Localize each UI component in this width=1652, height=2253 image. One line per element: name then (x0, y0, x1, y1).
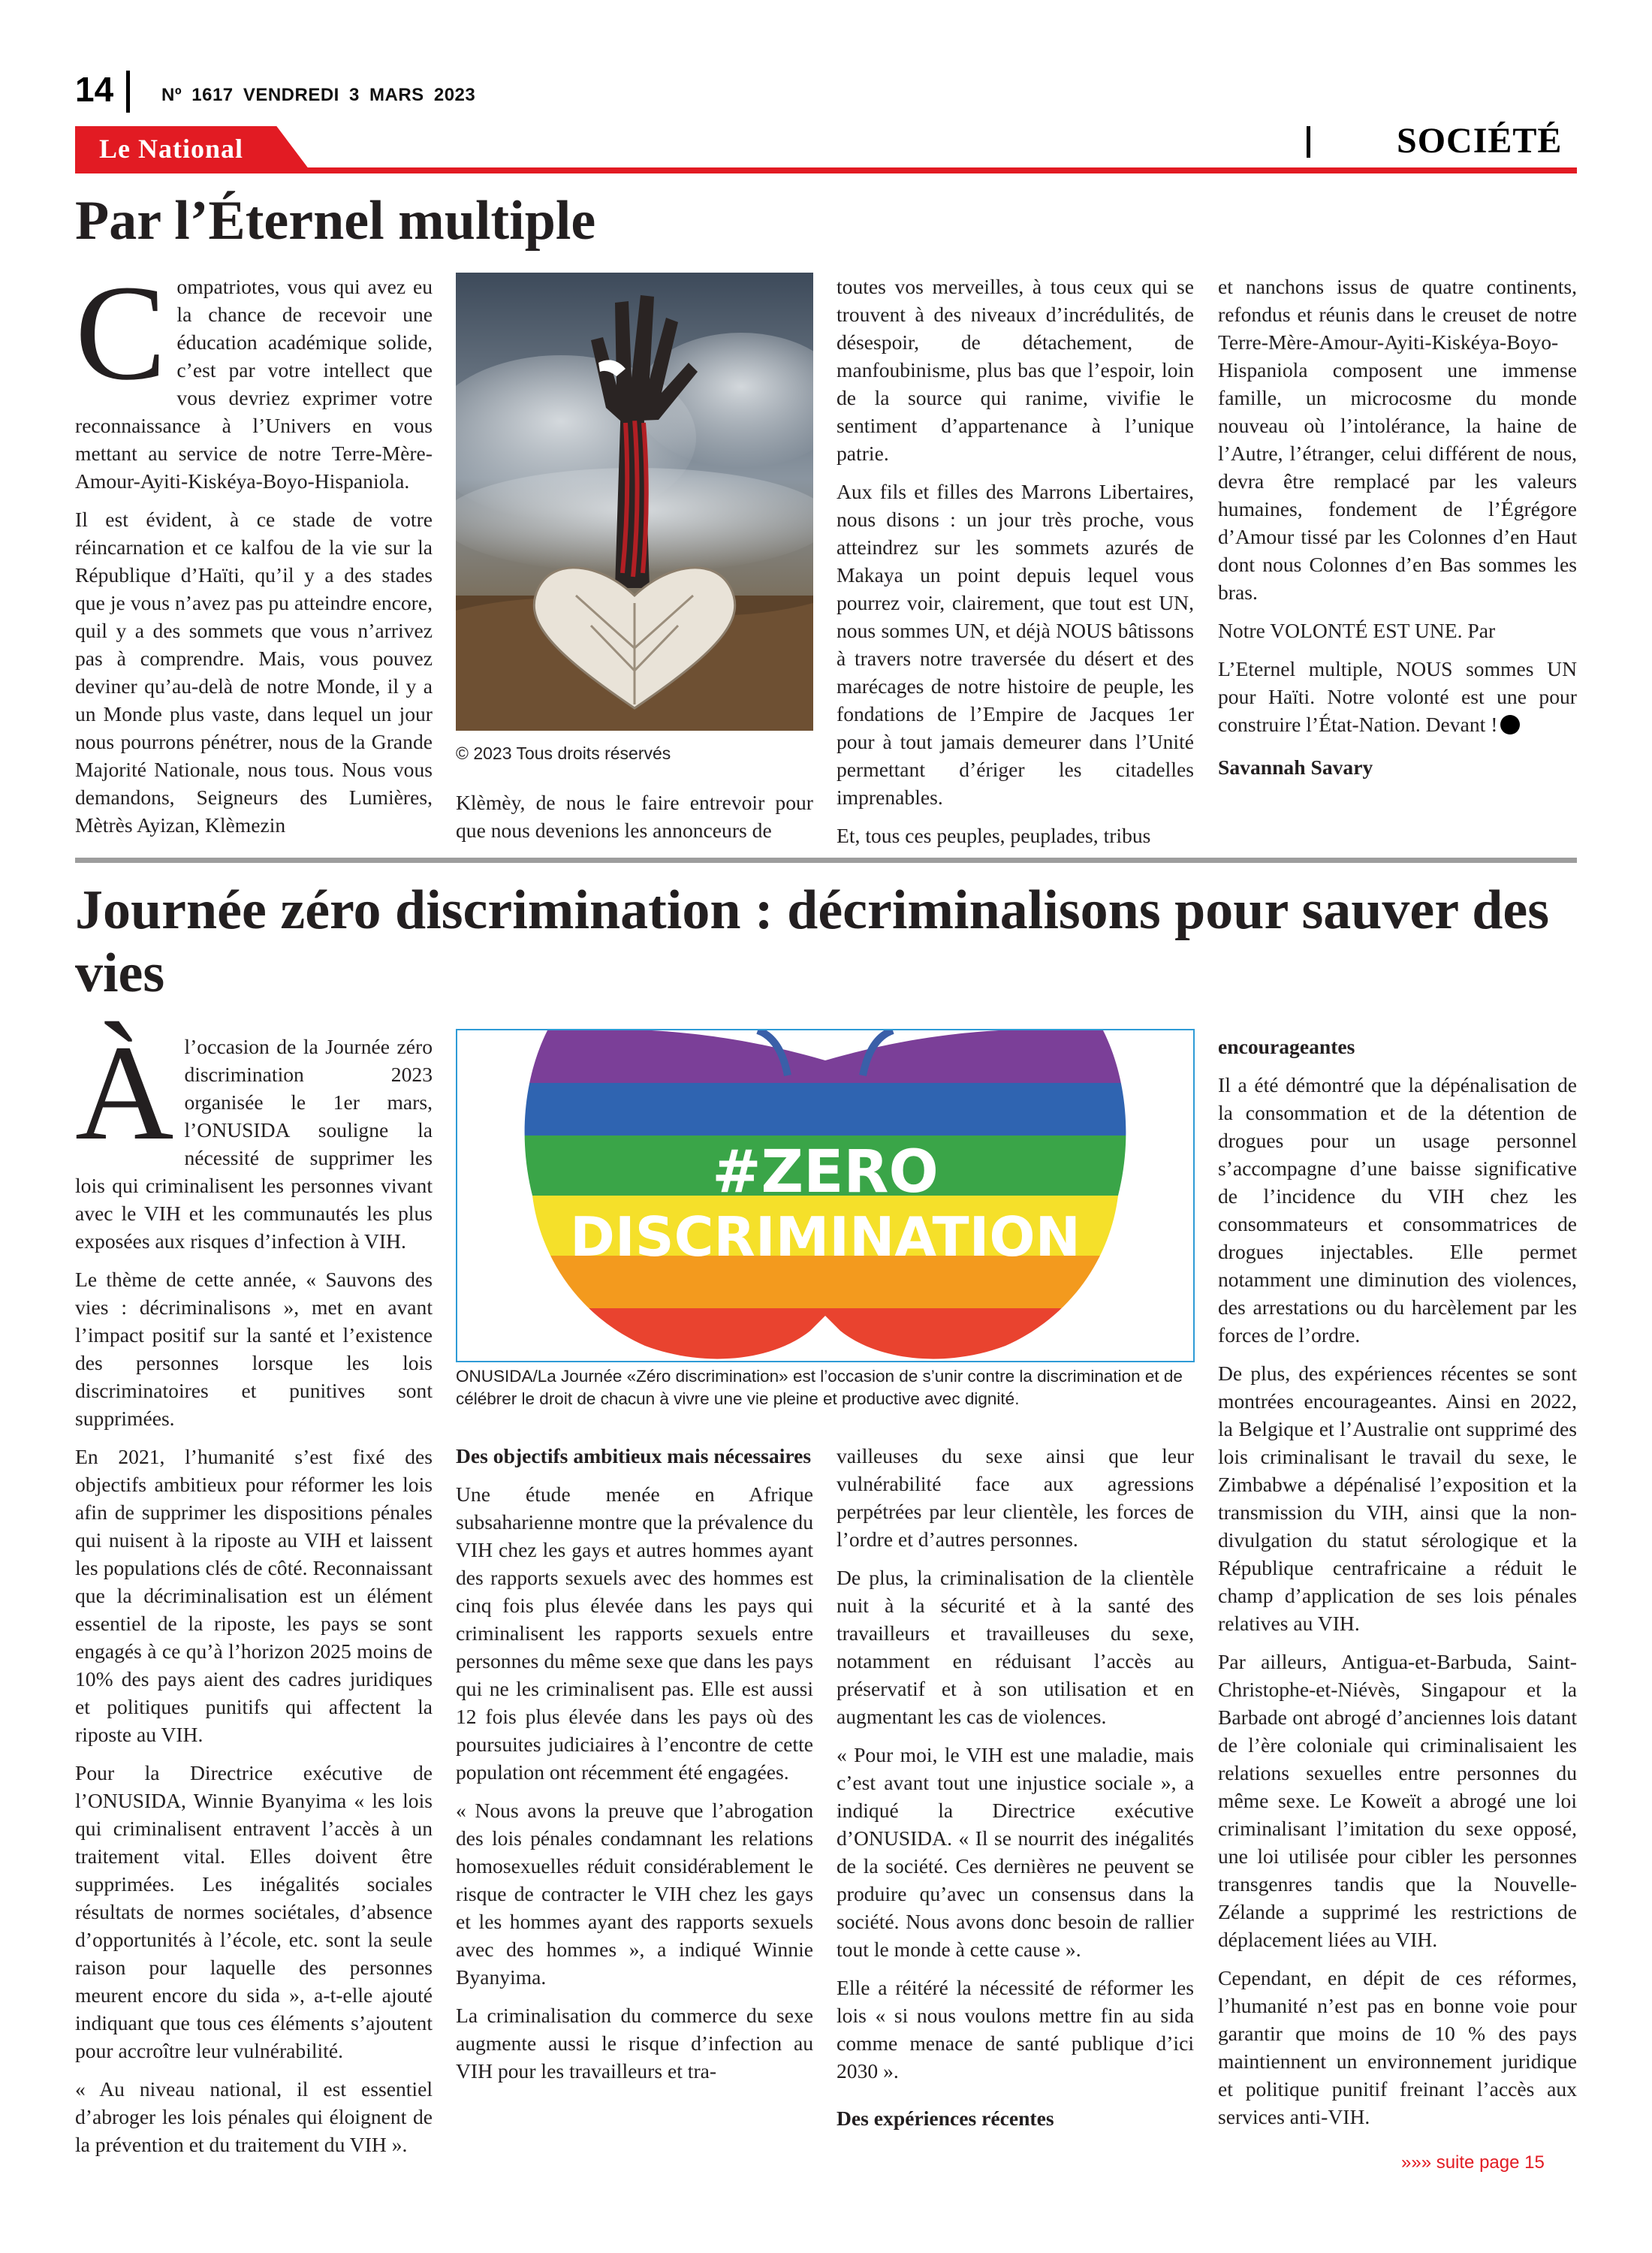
paragraph: Une étude menée en Afrique subsaharienne montre que la prévalence du VIH chez les gays et autres hommes ayant des rapports sexuels avec des hommes est cinq fois plus élevée dans les pays qui criminalisent les rapports sexuels entre personnes du même sexe que dans les pays qui ne les criminalisent pas. Elle est aussi 12 fois plus élevée dans les pays où des poursuites judiciaires à l’encontre de cette population ont récemment été engagées. (456, 1482, 813, 1784)
paragraph: « Nous avons la preuve que l’abrogation des lois pénales condamnant les relations homosexuelles réduit considérablement le risque de contracter le VIH chez les gays et les hommes ayant des rapports sexuels avec des hommes », a indiqué Winnie Byanyima. (456, 1799, 813, 1989)
page-number: 14 (75, 70, 114, 109)
article1-column-2 (456, 789, 813, 855)
dropcap: C (75, 258, 167, 409)
paragraph: De plus, des expériences récentes se sont montrées encourageantes. Ainsi en 2022, la Belgique et l’Australie ont supprimé des lois criminalisant le travail du sexe, le Zimbabwe a dépénalisé l’exposition et la transmission du VIH, ainsi que la non-divulgation du statut sérologique et la République centrafricaine a réduit le champ d’application de ses lois pénales relatives au VIH. (1218, 1362, 1577, 1635)
article1-column-1 (75, 258, 433, 849)
paragraph: Klèmèy, de nous le faire entrevoir pour que nous devenions les annonceurs de (456, 791, 813, 842)
subheading: Des objectifs ambitieux mais nécessaires (456, 1444, 812, 1467)
paragraph: « Au niveau national, il est essentiel d’abroger les lois pénales qui éloignent de la prévention et du traitement du VIH ». (75, 2077, 433, 2156)
paragraph: L’Eternel multiple, NOUS sommes UN pour Haïti. Notre volonté est une pour construire l’État-Nation. Devant ! (1218, 657, 1577, 736)
article1-column-4 (1218, 273, 1577, 792)
paragraph: ompatriotes, vous qui avez eu la chance de recevoir une éducation académique solide, c’est par votre intellect que vous devriez exprimer votre reconnaissance à l’Univers en vous mettant au service de notre Terre-Mère-Amour-Ayiti-Kiskéya-Boyo-Hispaniola. (75, 275, 433, 493)
section-name: SOCIÉTÉ (1397, 121, 1563, 161)
article2-column-1 (75, 1018, 433, 2169)
article-separator (75, 858, 1577, 863)
subheading-continued: encourageantes (1218, 1035, 1355, 1058)
paragraph: « Pour moi, le VIH est une maladie, mais c’est avant tout une injustice sociale », a indiqué la Directrice exécutive d’ONUSIDA. « Il se nourrit des inégalités de la société. Ces dernières ne peuvent se produire qu’avec un consensus dans la société. Nous avons donc besoin de rallier tout le monde à cette cause ». (837, 1743, 1194, 1961)
article2-column-3 (837, 1442, 1194, 2143)
brand-name: Le National (99, 134, 244, 164)
dropcap: À (75, 1018, 174, 1169)
paragraph: Le thème de cette année, « Sauvons des vies : décriminalisons », met en avant l’impact positif sur la santé et l’existence des personnes lorsque les lois discriminatoires et punitives sont supprimées. (75, 1268, 433, 1430)
paragraph: toutes vos merveilles, à tous ceux qui se trouvent à des niveaux d’incrédulités, de désespoir, de détachement, de manfoubinisme, plus bas que l’espoir, loin de la source qui ranime, vivifie le sentiment d’appartenance à l’unique patrie. (837, 275, 1194, 465)
zero-discrimination-image (456, 1029, 1195, 1362)
image-title-line1: #ZERO (712, 1139, 939, 1206)
header-divider (126, 71, 130, 113)
section-divider (1307, 126, 1310, 158)
image-title-line2: DISCRIMINATION (570, 1205, 1081, 1268)
paragraph: Pour la Directrice exécutive de l’ONUSIDA, Winnie Byanyima « les lois qui criminalisent entravent l’accès à un traitement vital. Elles doivent être supprimées. Les inégalités sociales résultats de normes sociétales, d’absence d’opportunités à l’école, etc. sont la seule raison pour laquelle des personnes meurent encore du sida », a-t-elle ajouté indiquant que tous ces éléments s’ajoutent pour accroître leur vulnérabilité. (75, 1761, 433, 2062)
article2-title: Journée zéro discrimination : décriminalisons pour sauver des vies (75, 879, 1550, 1004)
paragraph: l’occasion de la Journée zéro discrimination 2023 organisée le 1er mars, l’ONUSIDA souligne la nécessité de supprimer les lois qui criminalisent les personnes vivant avec le VIH et les communautés les plus exposées aux risques d’infection à VIH. (75, 1035, 433, 1253)
article2-column-2 (456, 1442, 813, 2095)
paragraph: De plus, la criminalisation de la clientèle nuit à la sécurité et à la santé des travailleurs et travailleuses du sexe, notamment en réduisant l’accès au préservatif et à son utilisation et en augmentant les cas de violences. (837, 1566, 1194, 1728)
paragraph: vailleuses du sexe ainsi que leur vulnérabilité face aux agressions perpétrées par leur clientèle, les forces de l’ordre et d’autres personnes. (837, 1444, 1194, 1551)
header-rule (75, 167, 1577, 173)
author-signature: Savannah Savary (1218, 756, 1373, 779)
heart-hand-image (456, 273, 813, 731)
article1-title: Par l’Éternel multiple (75, 190, 596, 252)
paragraph: Cependant, en dépit de ces réformes, l’humanité n’est pas en bonne voie pour garantir que moins de 10 % des pays maintiennent un environnement juridique et politique punitif freinant l’accès aux services anti-VIH. (1218, 1966, 1577, 2128)
paragraph: Par ailleurs, Antigua-et-Barbuda, Saint-Christophe-et-Niévès, Singapour et la Barbade ont abrogé d’anciennes lois datant de l’ère coloniale qui criminalisaient les relations sexuelles entre personnes du même sexe. Le Koweït a abrogé une loi criminalisant l’imitation du sexe opposé, une loi utilisée pour cibler les personnes transgenres tandis que la Nouvelle-Zélande a supprimé les restrictions de déplacement liées au VIH. (1218, 1650, 1577, 1951)
end-mark-icon (1500, 715, 1520, 734)
paragraph: Il est évident, à ce stade de votre réincarnation et ce kalfou de la vie sur la République d’Haïti, qu’il y a des stades que je vous n’avez pas pu atteindre encore, quil y a des sommets que vous n’arrivez pas à comprendre. Mais, vous pouvez deviner qu’au-delà de notre Monde, il y a un Monde plus vaste, dans lequel un jour nous pourrons pénétrer, nous de la Grande Majorité Nationale, nous tous. Nous vous demandons, Seigneurs des Lumières, Mètrès Ayizan, Klèmezin (75, 508, 433, 837)
image-caption: © 2023 Tous droits réservés (456, 743, 671, 763)
paragraph: Aux fils et filles des Marrons Libertaires, nous disons : un jour très proche, vous atteindrez sur les sommets azurés de Makaya un point depuis lequel vous pourrez voir, clairement, que tout est UN, nous sommes UN, et déjà NOUS bâtissons à travers notre traversée du désert et des marécages de notre histoire de peuple, les fondations de l’Empire de Jacques 1er pour à tout jamais demeurer dans l’Unité permettant d’ériger les citadelles imprenables. (837, 480, 1194, 809)
paragraph: En 2021, l’humanité s’est fixé des objectifs ambitieux pour réformer les lois afin de supprimer les dispositions pénales qui nuisent à la riposte au VIH et laissent les populations clés de côté. Reconnaissant que la décriminalisation est un élément essentiel de la riposte, les pays se sont engagés à ce qu’à l’horizon 2025 moins de 10% des pays aient des cadres juridiques et politiques punitifs qui affectent la riposte au VIH. (75, 1445, 433, 1746)
article1-column-3 (837, 273, 1194, 860)
article2-column-4 (1218, 1033, 1577, 2141)
issue-info: Nº 1617 VENDREDI 3 MARS 2023 (161, 85, 476, 105)
paragraph: Notre VOLONTÉ EST UNE. Par (1218, 619, 1496, 642)
paragraph: Il a été démontré que la dépénalisation de la consommation et de la détention de drogues pour un usage personnel s’accompagne d’une baisse significative de l’incidence du VIH chez les consommateurs et consommatrices de drogues injectables. Elle permet notamment une diminution des violences, des arrestations ou du harcèlement par les forces de l’ordre. (1218, 1073, 1577, 1347)
paragraph: et nanchons issus de quatre continents, refondus et réunis dans le creuset de notre Terre-Mère-Amour-Ayiti-Kiskéya-Boyo-Hispaniola composent une immense famille, un microcosme du monde nouveau où l’intolérance, la haine de l’Autre, l’étranger, celui différent de nous, devra être remplacé par les valeurs humaines, fondement de l’Égrégore d’Amour tissé par les Colonnes d’en Haut dont nous Colonnes d’en Bas sommes les bras. (1218, 275, 1577, 604)
paragraph: La criminalisation du commerce du sexe augmente aussi le risque d’infection au VIH pour les travailleurs et tra- (456, 2004, 813, 2083)
paragraph: Elle a réitéré la nécessité de réformer les lois « si nous voulons mettre fin au sida comme menace de santé publique d’ici 2030 ». (837, 1976, 1194, 2083)
image-caption: ONUSIDA/La Journée «Zéro discrimination» est l’occasion de s’unir contre la discrimination et de célébrer le droit de chacun à vivre une vie pleine et productive avec dignité. (456, 1367, 1183, 1408)
continuation-link[interactable]: »»» suite page 15 (1401, 2152, 1545, 2173)
paragraph: Et, tous ces peuples, peuplades, tribus (837, 824, 1151, 847)
subheading: Des expériences récentes (837, 2107, 1054, 2130)
